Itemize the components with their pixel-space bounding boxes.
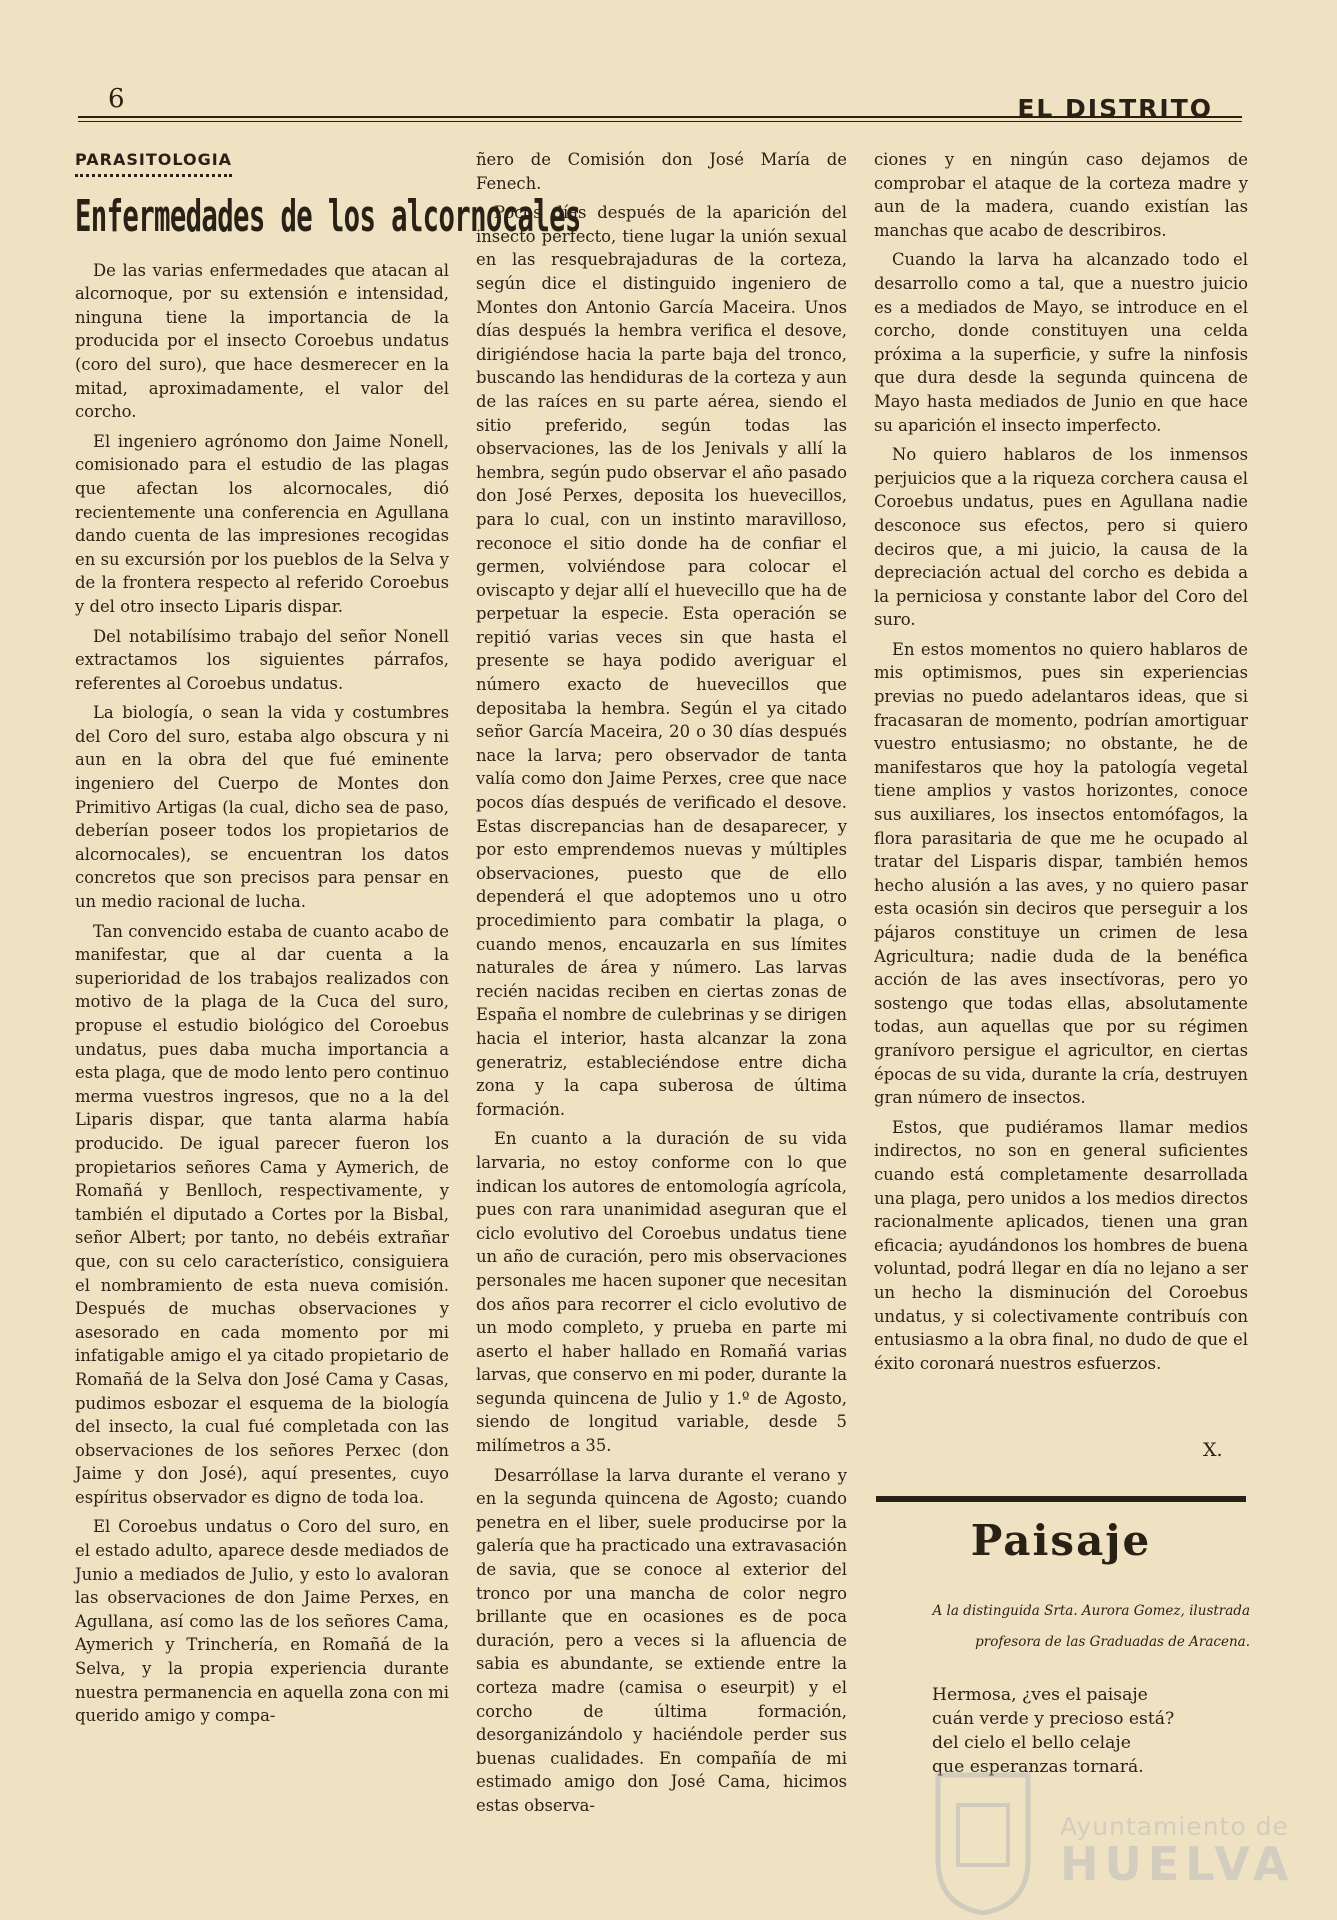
column-2 [476,148,847,1824]
publication-title: EL DISTRITO [1017,94,1213,123]
watermark-line-1: Ayuntamiento de [1060,1812,1289,1841]
header-rule-thin [78,121,1242,122]
paragraph: Del notabilísimo trabajo del señor Nonell extractamos los siguientes párrafos, referentes al Coroebus undatus. [75,626,449,693]
verse-line: Hermosa, ¿ves el paisaje [932,1685,1148,1705]
poem-dedication: A la distinguida Srta. Aurora Gomez, ilustrada profesora de las Graduadas de Aracena. [932,1603,1250,1650]
paragraph: Cuando la larva ha alcanzado todo el desarrollo como a tal, que a nuestro juicio es a mediados de Mayo, se introduce en el corcho, donde constituyen una celda próxima a la superficie, y sufre la ninfosis que dura desde la segunda quincena de Mayo hasta mediados de Junio en que hace su aparición el insecto imperfecto. [874,250,1248,435]
paragraph: El Coroebus undatus o Coro del suro, en el estado adulto, aparece desde mediados de Junio a mediados de Julio, y esto lo avaloran las observaciones de don Jaime Perxes, en Agullana, así como las de los señores Cama, Aymerich y Trinchería, en Romañá de la Selva, y la propia experiencia durante nuestra permanencia en aquella zona con mi querido amigo y compa- [75,1517,449,1726]
paragraph: Pocos días después de la aparición del insecto perfecto, tiene lugar la unión sexual en las resquebrajaduras de la corteza, según dice el distinguido ingeniero de Montes don Antonio García Maceira. Unos días después la hembra verifica el desove, dirigiéndose hacia la parte baja del tronco, buscando las hendiduras de la corteza y aun de las raíces en su parte aérea, siendo el sitio preferido, según todas las observaciones, las de los Jenivals y allí la hembra, según pudo observar el año pasado don José Perxes, deposita los huevecillos, para lo cual, con un instinto maravilloso, reconoce el sitio donde ha de confiar el germen, volviéndose para colocar el oviscapto y dejar allí el huevecillo que ha de perpetuar la especie. Esta operación se repitió varias veces sin que hasta el presente se haya podido averiguar el número exacto de huevecillos que depositaba la hembra. Según el ya citado señor García Maceira, 20 o 30 días después nace la larva; pero observador de tanta valía como don Jaime Perxes, cree que nace pocos días después de verificado el desove. Estas discrepancias han de desaparecer, y por esto emprendemos nuevas y múltiples observaciones, puesto que de ello dependerá el que adoptemos uno u otro procedimiento para combatir la plaga, o cuando menos, encauzarla en sus límites naturales de área y número. Las larvas recién nacidas reciben en ciertas zonas de España el nombre de culebrinas y se dirigen hacia el interior, hasta alcanzar la zona generatriz, estableciéndose entre dicha zona y la capa suberosa de última formación. [476,203,847,1119]
poem-divider [876,1496,1246,1502]
paragraph: La biología, o sean la vida y costumbres del Coro del suro, estaba algo obscura y ni aun en la obra del que fué eminente ingeniero del Cuerpo de Montes don Primitivo Artigas (la cual, dicho sea de paso, deberían poseer todos los propietarios de alcornocales), se encuentran los datos concretos que son precisos para pensar en un medio racional de lucha. [75,703,449,912]
paragraph: En cuanto a la duración de su vida larvaria, no estoy conforme con lo que indican los autores de entomología agrícola, pues con rara unanimidad aseguran que el ciclo evolutivo del Coroebus undatus tiene un año de curación, pero mis observaciones personales me hacen suponer que necesitan dos años para recorrer el ciclo evolutivo de un modo completo, y prueba en parte mi aserto el haber hallado en Romañá varias larvas, que conservo en mi poder, durante la segunda quincena de Julio y 1.º de Agosto, siendo de longitud variable, desde 5 milímetros a 35. [476,1129,847,1456]
paragraph: Desarróllase la larva durante el verano y en la segunda quincena de Agosto; cuando penetra en el liber, suele producirse por la galería que ha practicado una extravasación de savia, que se conoce al exterior del tronco por una mancha de color negro brillante que en ocasiones es de poca duración, pero a veces si la afluencia de sabia es abundante, se extiende entre la corteza madre (camisa o eseurpit) y el corcho de última formación, desorganizándolo y haciéndole perder sus buenas cualidades. En compañía de mi estimado amigo don José Cama, hicimos estas observa- [476,1465,847,1815]
paragraph: Tan convencido estaba de cuanto acabo de manifestar, que al dar cuenta a la superioridad de los trabajos realizados con motivo de la plaga de la Cuca del suro, propuse el estudio biológico del Coroebus undatus, pues daba mucha importancia a esta plaga, que de modo lento pero continuo merma vuestros ingresos, que no a la del Liparis dispar, que tanta alarma había producido. De igual parecer fueron los propietarios señores Cama y Aymerich, de Romañá y Benlloch, respectivamente, y también el diputado a Cortes por la Bisbal, señor Albert; por tanto, no debéis extrañar que, con su celo característico, consiguiera el nombramiento de esta nueva comisión. Después de muchas observaciones y asesorado en cada momento por mi infatigable amigo el ya citado propietario de Romañá de la Selva don José Cama y Casas, pudimos esbozar el esquema de la biología del insecto, la cual fué completada con las observaciones de los señores Perxec (don Jaime y don José), aquí presentes, cuyo espíritus observador es digno de toda loa. [75,921,449,1507]
crest-watermark-icon [928,1765,1038,1915]
verse-line: que esperanzas tornará. [932,1757,1144,1777]
poem-title: Paisaje [970,1516,1152,1565]
paragraph: ciones y en ningún caso dejamos de comprobar el ataque de la corteza madre y aun de la madera, cuando existían las manchas que acabo de describiros. [874,150,1248,240]
paragraph: En estos momentos no quiero hablaros de mis optimismos, pues sin experiencias previas no puedo adelantaros ideas, que si fracasaran de momento, podrían amortiguar vuestro entusiasmo; no obstante, he de manifestaros que hoy la patología vegetal tiene amplios y vastos horizontes, conoce sus auxiliares, los insectos entomófagos, la flora parasitaria de que me he ocupado al tratar del Lisparis dispar, también hemos hecho alusión a las aves, y no quiero pasar esta ocasión sin deciros que perseguir a los pájaros constituye un crimen de lesa Agricultura; nadie duda de la benéfica acción de las aves insectívoras, pero yo sostengo que todas ellas, absolutamente todas, aun aquellas que por su régimen granívoro persigue el agricultor, en ciertas épocas de su vida, durante la cría, destruyen gran número de insectos. [874,639,1248,1108]
article-signature: X. [1203,1439,1223,1461]
column-3 [874,148,1248,1381]
paragraph: Estos, que pudiéramos llamar medios indirectos, no son en general suficientes cuando está completamente desarrollada una plaga, pero unidos a los medios directos racionalmente aplicados, tienen una gran eficacia; ayudándonos los hombres de buena voluntad, podrá llegar en día no lejano a ser un hecho la disminución del Coroebus undatus, y si colectivamente contribuís con entusiasmo a la obra final, no dudo de que el éxito coronará nuestros esfuerzos. [874,1117,1248,1373]
section-label: PARASITOLOGIA [75,148,232,177]
article-headline: Enfermedades de los alcornocales [75,190,581,242]
verse-line: del cielo el bello celaje [932,1733,1131,1753]
header-rule [78,116,1242,118]
paragraph: ñero de Comisión don José María de Fenech. [476,150,847,193]
paragraph: No quiero hablaros de los inmensos perjuicios que a la riqueza corchera causa el Coroebus undatus, pues en Agullana nadie desconoce sus efectos, pero si quiero deciros que, a mi juicio, la causa de la depreciación actual del corcho es debida a la perniciosa y constante labor del Coro del suro. [874,445,1248,630]
verse-line: cuán verde y precioso está? [932,1709,1175,1729]
watermark-line-2: HUELVA [1060,1837,1295,1891]
paragraph: De las varias enfermedades que atacan al alcornoque, por su extensión e intensidad, ninguna tiene la importancia de la producida por el insecto Coroebus undatus (coro del suro), que hace desmerecer en la mitad, aproximadamente, el valor del corcho. [75,260,449,422]
column-1 [75,148,581,1734]
watermark [1060,1812,1295,1891]
page-number: 6 [108,84,125,114]
paragraph: El ingeniero agrónomo don Jaime Nonell, comisionado para el estudio de las plagas que afectan los alcornocales, dió recientemente una conferencia en Agullana dando cuenta de las impresiones recogidas en su excursión por los pueblos de la Selva y de la frontera respecto al referido Coroebus y del otro insecto Liparis dispar. [75,431,449,616]
